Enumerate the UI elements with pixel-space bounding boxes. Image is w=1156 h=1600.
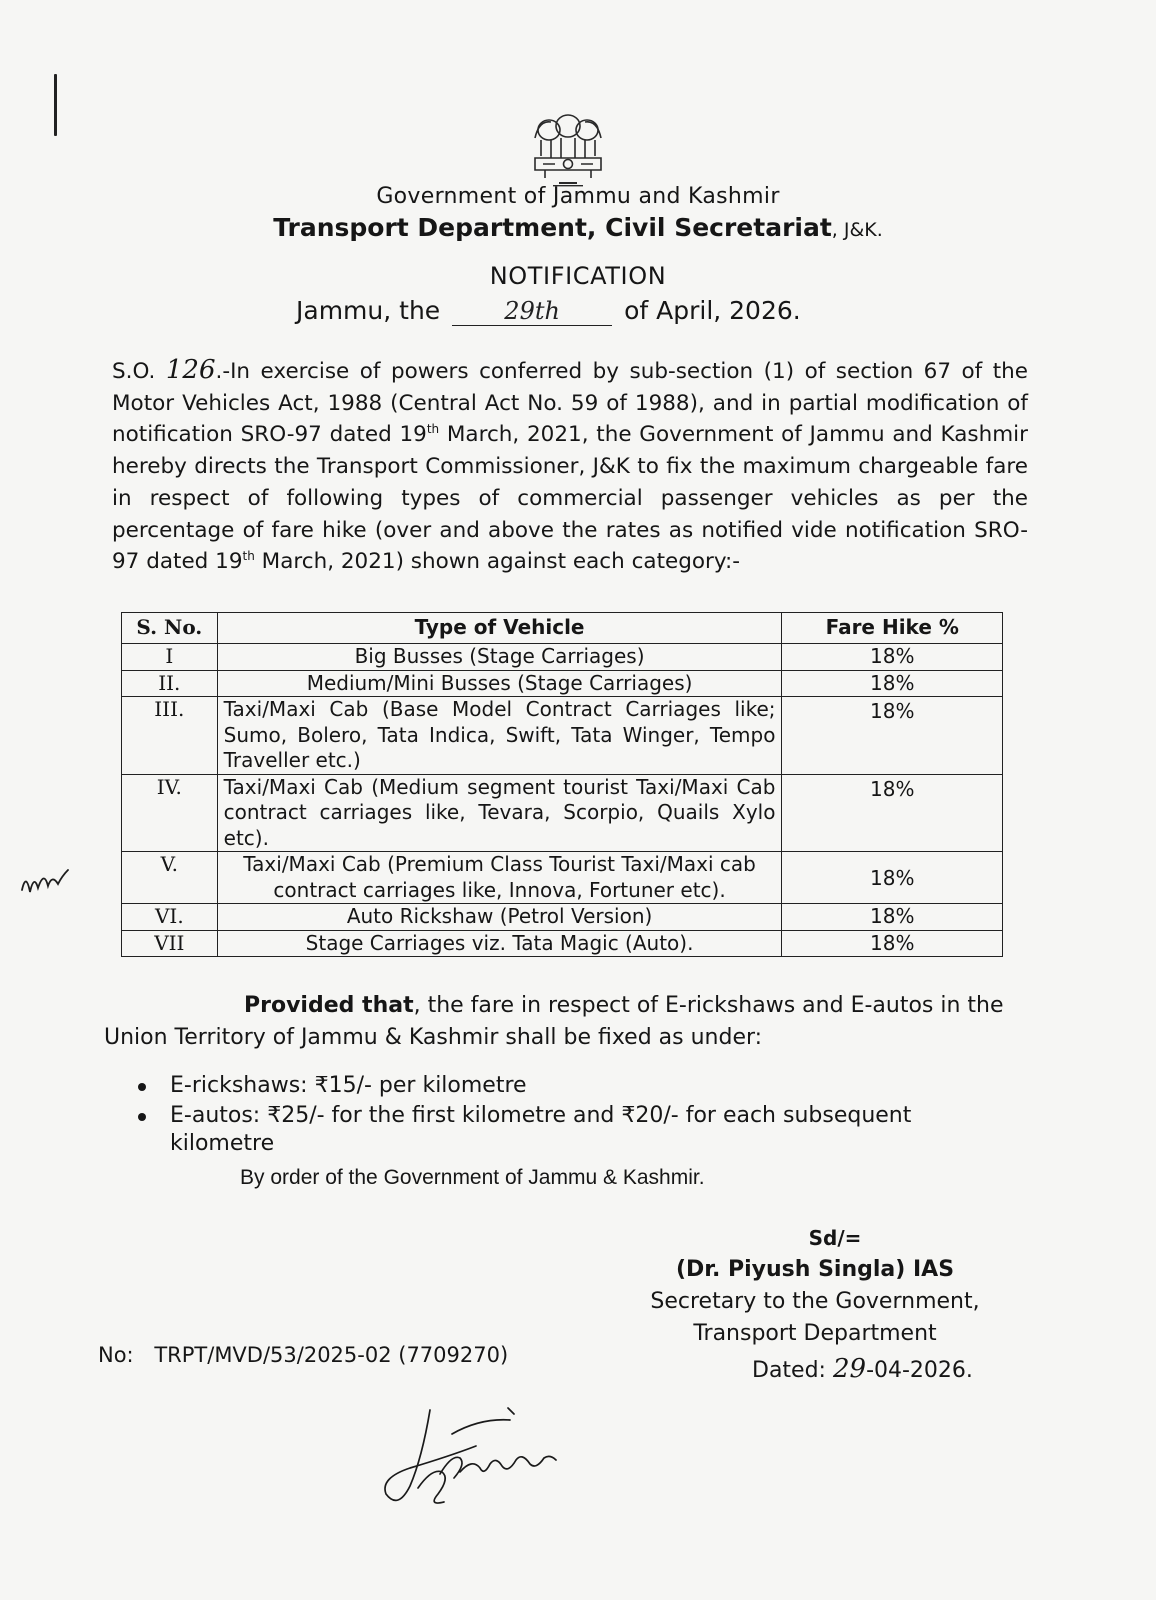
body-sup-2: th	[242, 549, 255, 564]
proviso-text: , the fare in respect of E-rickshaws and E-autos in the Union Territory of Jammu & Kashmir shall be fixed as under:	[104, 993, 1004, 1050]
row-fare: 18%	[782, 670, 1003, 697]
fare-hike-table	[121, 612, 1003, 957]
signatory-block	[620, 1222, 1010, 1350]
table-header-row	[122, 613, 1003, 644]
body-text-3: March, 2021) shown against each category:-	[254, 549, 741, 575]
row-type: Taxi/Maxi Cab (Premium Class Tourist Taxi/Maxi cab contract carriages like, Innova, Fortuner etc).	[217, 852, 782, 904]
row-fare: 18%	[782, 774, 1003, 852]
list-item	[138, 1072, 1018, 1100]
handwritten-initials-icon	[18, 862, 78, 902]
notification-title: NOTIFICATION	[489, 262, 667, 290]
department-suffix: , J&K.	[831, 219, 883, 241]
notification-body	[112, 355, 1028, 578]
row-sno: IV.	[122, 774, 218, 852]
order-line: By order of the Government of Jammu & Kashmir.	[240, 1166, 705, 1189]
so-prefix: S.O.	[112, 359, 156, 384]
handwritten-signature-icon	[380, 1398, 590, 1518]
row-fare: 18%	[782, 644, 1003, 671]
body-text-2: March, 2021, the Government of Jammu and Kashmir hereby directs the Transport Commissioner, J&K to fix the maximum chargeable fare in respect of following types of commercial passenger vehicles as per the percentage of fare hike (over and above the rates as notified vide notification SRO-97 dated 19	[112, 422, 1028, 575]
list-item-text: E-autos: ₹25/- for the first kilometre and ₹20/- for each subsequent kilometre	[170, 1103, 912, 1156]
header-sno: S. No.	[122, 613, 218, 644]
handwritten-day: 29th	[504, 297, 560, 325]
margin-mark	[54, 74, 57, 136]
dated-line	[752, 1354, 973, 1384]
signatory-designation: Secretary to the Government,	[650, 1289, 980, 1314]
dated-rest: -04-2026.	[866, 1358, 973, 1383]
body-text-1: .-In exercise of powers conferred by sub-section (1) of section 67 of the Motor Vehicles Act, 1988 (Central Act No. 59 of 1988), and in partial modification of notification SRO-97 dated 19	[112, 359, 1028, 448]
row-type: Big Busses (Stage Carriages)	[217, 644, 782, 671]
signatory-department: Transport Department	[693, 1321, 937, 1346]
table-row	[122, 774, 1003, 852]
date-blank	[452, 296, 612, 326]
reference-value: TRPT/MVD/53/2025-02 (7709270)	[154, 1343, 509, 1367]
table-row	[122, 670, 1003, 697]
proviso-lead: Provided that	[244, 993, 414, 1018]
header-fare: Fare Hike %	[782, 613, 1003, 644]
header-type: Type of Vehicle	[217, 613, 782, 644]
row-sno: VII	[122, 930, 218, 957]
government-name: Government of Jammu and Kashmir	[376, 184, 780, 209]
list-item-text: E-rickshaws: ₹15/- per kilometre	[170, 1073, 527, 1098]
row-fare: 18%	[782, 852, 1003, 904]
date-suffix: of April, 2026.	[624, 296, 801, 325]
row-type: Auto Rickshaw (Petrol Version)	[217, 904, 782, 931]
department-title: Transport Department, Civil Secretariat	[273, 213, 832, 242]
row-type: Medium/Mini Busses (Stage Carriages)	[217, 670, 782, 697]
row-sno: II.	[122, 670, 218, 697]
bullet-icon	[138, 1083, 146, 1091]
sd-mark: Sd/=	[808, 1226, 862, 1250]
department-name	[0, 213, 1156, 242]
state-emblem-icon	[521, 108, 615, 190]
row-type: Stage Carriages viz. Tata Magic (Auto).	[217, 930, 782, 957]
reference-number	[98, 1343, 508, 1367]
proviso-paragraph	[104, 990, 1028, 1054]
body-sup-1: th	[426, 422, 440, 437]
table-row	[122, 697, 1003, 775]
table-row	[122, 852, 1003, 904]
table-row	[122, 904, 1003, 931]
date-line	[296, 296, 801, 326]
table-row	[122, 644, 1003, 671]
bullet-icon	[138, 1113, 146, 1121]
so-number: 126	[165, 355, 216, 385]
date-prefix: Jammu, the	[296, 296, 441, 325]
row-fare: 18%	[782, 930, 1003, 957]
signatory-name: (Dr. Piyush Singla) IAS	[675, 1257, 955, 1282]
e-vehicle-fare-list	[138, 1072, 1018, 1160]
row-sno: VI.	[122, 904, 218, 931]
list-item	[138, 1102, 1018, 1158]
row-type: Taxi/Maxi Cab (Medium segment tourist Taxi/Maxi Cab contract carriages like, Tevara, Scorpio, Quails Xylo etc).	[217, 774, 782, 852]
row-sno: III.	[122, 697, 218, 775]
dated-label: Dated:	[752, 1358, 826, 1383]
reference-label: No:	[98, 1343, 134, 1367]
dated-handwritten: 29	[832, 1354, 867, 1384]
table-row	[122, 930, 1003, 957]
row-sno: V.	[122, 852, 218, 904]
row-fare: 18%	[782, 697, 1003, 775]
row-fare: 18%	[782, 904, 1003, 931]
row-sno: I	[122, 644, 218, 671]
row-type: Taxi/Maxi Cab (Base Model Contract Carriages like; Sumo, Bolero, Tata Indica, Swift, Tata Winger, Tempo Traveller etc.)	[217, 697, 782, 775]
